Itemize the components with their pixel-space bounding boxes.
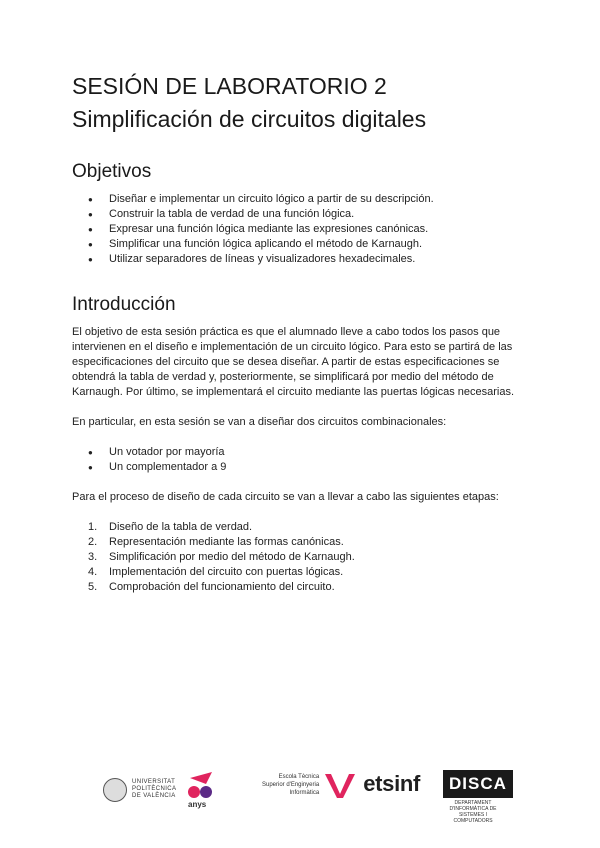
objective-item: ● Simplificar una función lógica aplicando el método de Karnaugh. (72, 237, 532, 252)
title-line-2: Simplificación de circuitos digitales (72, 106, 427, 132)
disca-logo (443, 770, 513, 824)
objective-item: ● Expresar una función lógica mediante las expresiones canónicas. (72, 222, 532, 237)
document-title (72, 70, 532, 136)
etsinf-logo (262, 770, 420, 798)
title-line-1: SESIÓN DE LABORATORIO 2 (72, 73, 387, 99)
upv-logo (103, 770, 176, 802)
introduction-heading: Introducción (72, 294, 176, 315)
etsinf-school-name: Escola Tècnica Superior d'Enginyeria Informàtica (262, 774, 320, 796)
steps-intro-paragraph: Para el proceso de diseño de cada circuito se van a llevar a cabo las siguientes etapas: (72, 491, 499, 503)
upv-logo-text: UNIVERSITAT POLITÈCNICA DE VALÈNCIA (132, 778, 177, 799)
etsinf-brand: etsinf (363, 771, 421, 796)
step-number: 4. (88, 566, 98, 578)
anniversary-50-icon (184, 770, 216, 810)
circuits-intro-paragraph: En particular, en esta sesión se van a diseñar dos circuitos combinacionales: (72, 416, 447, 428)
anys-label: anys (188, 800, 207, 809)
objective-item: ● Diseñar e implementar un circuito lógico a partir de su descripción. (72, 192, 532, 207)
objectives-heading: Objetivos (72, 161, 152, 182)
step-number: 3. (88, 551, 98, 563)
circuits-list (72, 445, 532, 475)
paragraph-line: Karnaugh. Por último, se implementará el circuito mediante las puertas lógicas necesarias. (72, 386, 515, 398)
step-text: Simplificación por medio del método de Karnaugh. (109, 551, 355, 563)
upv-seal-icon (103, 778, 127, 802)
footer-logos (0, 770, 600, 824)
step-number: 2. (88, 536, 98, 548)
steps-list (72, 520, 532, 595)
step-item (72, 580, 532, 595)
step-text: Comprobación del funcionamiento del circuito. (109, 581, 335, 593)
step-item (72, 565, 532, 580)
circuit-item: ● Un votador por mayoría (72, 445, 532, 460)
step-item (72, 520, 532, 535)
anniversary-logo (184, 770, 216, 810)
paragraph-line: intervienen en el diseño e implementación de un circuito lógico. Para esto se partirá de las (72, 341, 513, 353)
step-number: 5. (88, 581, 98, 593)
document-page (72, 70, 532, 595)
step-item (72, 550, 532, 565)
paragraph-line: obtendrá la tabla de verdad y, posteriormente, se simplificará por medio del método de (72, 371, 494, 383)
objective-item: ● Construir la tabla de verdad de una función lógica. (72, 207, 532, 222)
objective-item: ● Utilizar separadores de líneas y visualizadores hexadecimales. (72, 252, 532, 267)
step-text: Representación mediante las formas canónicas. (109, 536, 344, 548)
step-text: Implementación del circuito con puertas lógicas. (109, 566, 344, 578)
paragraph-line: El objetivo de esta sesión práctica es que el alumnado lleve a cabo todos los pasos que (72, 326, 501, 338)
disca-subtitle: DEPARTAMENT D'INFORMÀTICA DE SISTEMES I COMPUTADORS (449, 800, 497, 824)
objectives-list (72, 192, 532, 267)
step-text: Diseño de la tabla de verdad. (109, 521, 253, 533)
etsinf-symbol-icon (323, 770, 357, 798)
paragraph-line: especificaciones del circuito que se desea diseñar. A partir de estas especificaciones se (72, 356, 500, 368)
circuit-item: ● Un complementador a 9 (72, 460, 532, 475)
step-item (72, 535, 532, 550)
introduction-paragraph (72, 325, 532, 400)
step-number: 1. (88, 521, 98, 533)
disca-wordmark: DISCA (443, 770, 513, 798)
